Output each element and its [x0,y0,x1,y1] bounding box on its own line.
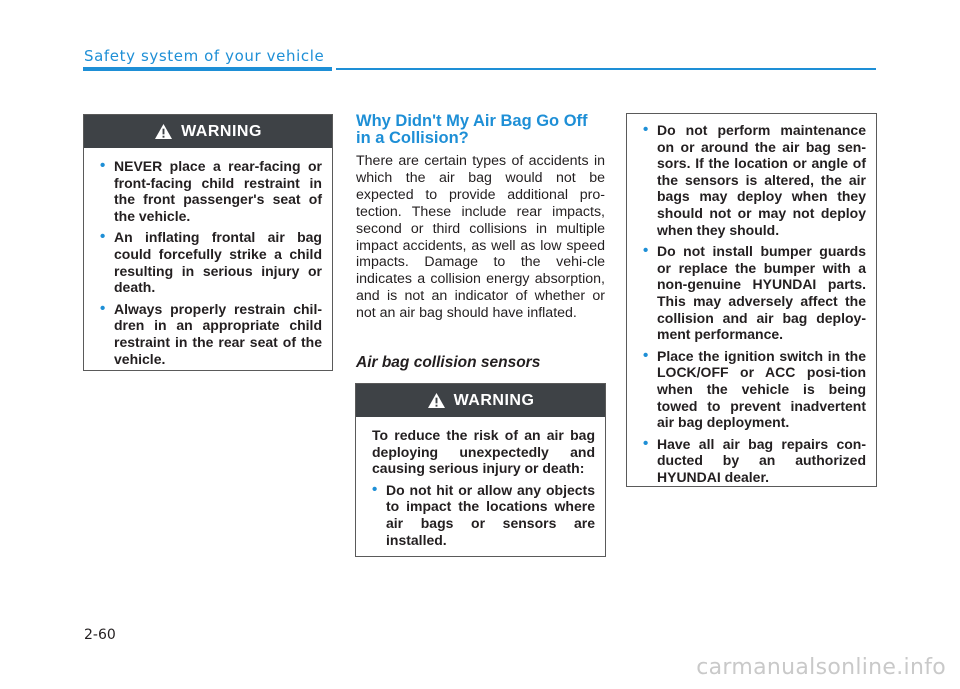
list-item [643,436,866,486]
warning-intro: To reduce the risk of an air bag deploying unexpectedly and causing serious injury or death: [372,427,595,477]
bullet-dot-icon: • [643,346,649,364]
child-restraint-warning-box [83,114,333,371]
page-number: 2-60 [84,627,116,643]
list-item-text: An inflating frontal air bag could forcefully strike a child resulting in serious injury or death. [114,229,322,296]
bullet-dot-icon: • [643,242,649,260]
list-item [100,158,322,224]
bullet-dot-icon: • [100,157,106,174]
sensor-maintenance-warning-box [626,113,877,487]
bullet-dot-icon: • [643,434,649,452]
sub-heading: Air bag collision sensors [356,354,541,371]
list-item [100,229,322,295]
warning-triangle-icon [154,123,173,140]
section-header-title: Safety system of your vehicle [84,47,325,65]
header-rule-thin [336,68,876,70]
list-item [372,482,595,548]
warning-label: WARNING [453,391,535,409]
collision-sensor-warning-box [355,383,606,557]
bullet-dot-icon: • [100,228,106,246]
list-item-text: Place the ignition switch in the LOCK/OFF or ACC posi-tion when the vehicle is being towed to prevent inadvertent air bag deployment. [657,347,866,431]
list-item-text: Do not install bumper guards or replace the bumper with a non-genuine HYUNDAI parts. This may adversely affect the collision and air bag deploy-ment performance. [657,243,866,343]
header-rule-thick [83,67,332,71]
warning-bar [356,384,605,417]
list-item-text: Do not hit or allow any objects to impact the locations where air bags or sensors are installed. [386,481,595,548]
list-item-text: Do not perform maintenance on or around the air bag sen-sors. If the location or angle of the sensors is altered, the air bags may deploy when they should not or may not deploy when they should. [657,122,866,238]
warning-label: WARNING [181,122,262,140]
bullet-dot-icon: • [100,299,106,317]
list-item-text: NEVER place a rear-facing or front-facing child restraint in the front passenger's seat of the vehicle. [114,158,322,224]
watermark: carmanualsonline.info [696,655,946,680]
bullet-dot-icon: • [372,480,378,498]
list-item-text: Always properly restrain chil-dren in an appropriate child restraint in the rear seat of the vehicle. [114,300,322,367]
bullet-dot-icon: • [643,121,649,138]
body-paragraph: There are certain types of accidents in which the air bag would not be expected to provide additional pro-tection. These include rear impacts, second or third collisions in multiple impact accidents, as well as low speed impacts. Damage to the vehi-cle indicates a collision energy absorption, and is not an indicator of whether or not an air bag should have inflated. [356,153,605,322]
section-heading: Why Didn't My Air Bag Go Off in a Collision? [356,112,588,147]
list-item [643,122,866,238]
warning-triangle-icon [427,392,446,409]
list-item [643,243,866,343]
warning-bar [84,115,332,148]
list-item-text: Have all air bag repairs con-ducted by an authorized HYUNDAI dealer. [657,435,866,485]
list-item [100,301,322,367]
list-item [643,348,866,431]
